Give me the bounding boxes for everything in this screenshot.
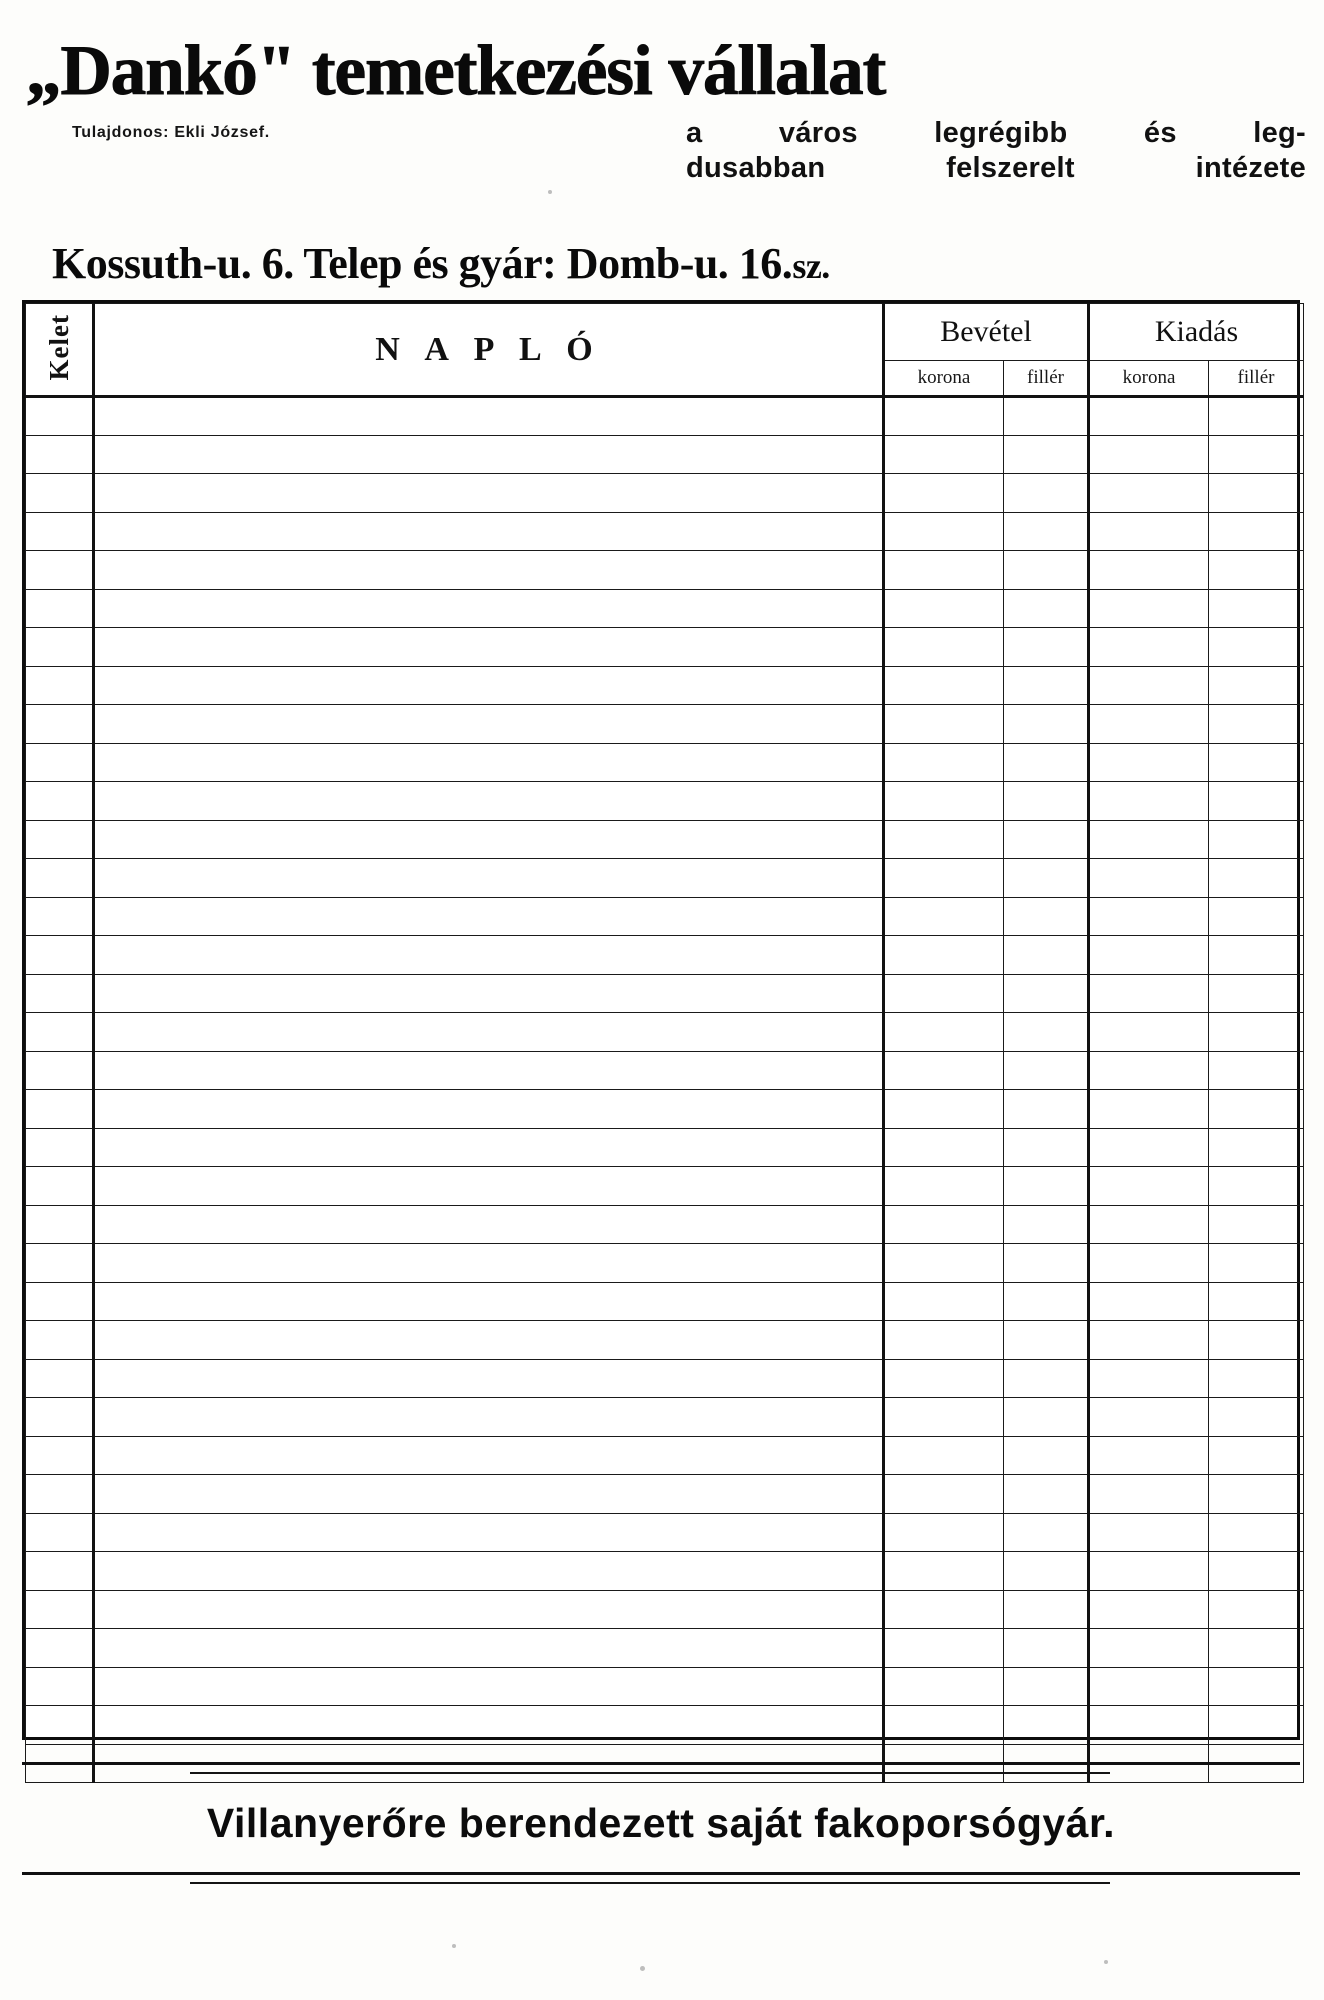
cell-naplo[interactable] [94,1667,884,1706]
table-row[interactable] [26,628,1304,667]
cell-bevetel-filler[interactable] [1004,1590,1089,1629]
cell-kiadas-korona[interactable] [1089,435,1209,474]
table-row[interactable] [26,512,1304,551]
cell-naplo[interactable] [94,1513,884,1552]
cell-kelet[interactable] [26,1128,94,1167]
column-header-kelet [26,304,94,397]
cell-naplo[interactable] [94,936,884,975]
cell-kelet[interactable] [26,551,94,590]
cell-bevetel-filler[interactable] [1004,974,1089,1013]
cell-kiadas-filler[interactable] [1209,1590,1304,1629]
cell-bevetel-filler[interactable] [1004,936,1089,975]
table-row[interactable] [26,666,1304,705]
cell-kiadas-filler[interactable] [1209,1436,1304,1475]
tagline-line-1: a város legrégibb és leg- [686,117,1306,149]
column-header-bevetel: Bevétel [884,304,1089,361]
cell-kelet[interactable] [26,397,94,436]
cell-bevetel-korona[interactable] [884,782,1004,821]
cell-kiadas-korona[interactable] [1089,1244,1209,1283]
cell-bevetel-filler[interactable] [1004,1167,1089,1206]
cell-kiadas-korona[interactable] [1089,1090,1209,1129]
cell-kiadas-korona[interactable] [1089,1667,1209,1706]
cell-bevetel-korona[interactable] [884,1051,1004,1090]
cell-bevetel-filler[interactable] [1004,1090,1089,1129]
cell-kelet[interactable] [26,1205,94,1244]
table-row[interactable] [26,1282,1304,1321]
cell-kiadas-korona[interactable] [1089,705,1209,744]
column-header-naplo: N A P L Ó [94,304,884,397]
cell-kiadas-filler[interactable] [1209,1513,1304,1552]
cell-bevetel-korona[interactable] [884,1706,1004,1745]
cell-kiadas-korona[interactable] [1089,936,1209,975]
cell-kelet[interactable] [26,1513,94,1552]
table-row[interactable] [26,859,1304,898]
cell-bevetel-filler[interactable] [1004,1629,1089,1668]
table-row[interactable] [26,1475,1304,1514]
cell-kiadas-korona[interactable] [1089,551,1209,590]
cell-bevetel-korona[interactable] [884,936,1004,975]
cell-naplo[interactable] [94,1398,884,1437]
cell-bevetel-korona[interactable] [884,743,1004,782]
cell-kelet[interactable] [26,974,94,1013]
column-header-kiadas-filler: fillér [1209,361,1304,397]
cell-bevetel-filler[interactable] [1004,1013,1089,1052]
table-row[interactable] [26,1667,1304,1706]
cell-bevetel-korona[interactable] [884,897,1004,936]
cell-kelet[interactable] [26,1167,94,1206]
cell-kiadas-korona[interactable] [1089,1128,1209,1167]
cell-bevetel-filler[interactable] [1004,1051,1089,1090]
cell-bevetel-korona[interactable] [884,589,1004,628]
cell-kelet[interactable] [26,1475,94,1514]
column-header-kelet-label: Kelet [43,313,74,381]
cell-kelet[interactable] [26,1706,94,1745]
column-header-kiadas: Kiadás [1089,304,1304,361]
cell-bevetel-filler[interactable] [1004,782,1089,821]
cell-kiadas-korona[interactable] [1089,512,1209,551]
cell-naplo[interactable] [94,1244,884,1283]
column-header-bevetel-filler: fillér [1004,361,1089,397]
cell-kiadas-korona[interactable] [1089,628,1209,667]
cell-kelet[interactable] [26,743,94,782]
cell-bevetel-korona[interactable] [884,974,1004,1013]
cell-kiadas-filler[interactable] [1209,474,1304,513]
cell-bevetel-korona[interactable] [884,1359,1004,1398]
cell-bevetel-filler[interactable] [1004,1436,1089,1475]
cell-kelet[interactable] [26,1090,94,1129]
table-body [26,397,1304,1783]
owner-line: Tulajdonos: Ekli József. [72,124,270,141]
cell-kiadas-filler[interactable] [1209,1090,1304,1129]
cell-kiadas-filler[interactable] [1209,1706,1304,1745]
paper-speck [640,1966,645,1971]
cell-naplo[interactable] [94,1629,884,1668]
cell-kiadas-korona[interactable] [1089,820,1209,859]
cell-kiadas-korona[interactable] [1089,1475,1209,1514]
cell-bevetel-filler[interactable] [1004,551,1089,590]
cell-bevetel-korona[interactable] [884,1590,1004,1629]
paper-speck [452,1944,456,1948]
cell-naplo[interactable] [94,859,884,898]
cell-kiadas-korona[interactable] [1089,1706,1209,1745]
cell-kiadas-filler[interactable] [1209,1282,1304,1321]
table-row[interactable] [26,1205,1304,1244]
cell-kiadas-korona[interactable] [1089,1013,1209,1052]
cell-kiadas-korona[interactable] [1089,1359,1209,1398]
cell-kiadas-korona[interactable] [1089,1205,1209,1244]
cell-kiadas-korona[interactable] [1089,397,1209,436]
table-row[interactable] [26,936,1304,975]
cell-bevetel-filler[interactable] [1004,897,1089,936]
cell-kelet[interactable] [26,936,94,975]
cell-kiadas-filler[interactable] [1209,1051,1304,1090]
cell-bevetel-korona[interactable] [884,1013,1004,1052]
cell-naplo[interactable] [94,1359,884,1398]
cell-kelet[interactable] [26,1436,94,1475]
cell-kiadas-filler[interactable] [1209,628,1304,667]
cell-kelet[interactable] [26,474,94,513]
cell-kelet[interactable] [26,782,94,821]
table-row[interactable] [26,1051,1304,1090]
address-line [52,238,1324,289]
cell-naplo[interactable] [94,1590,884,1629]
cell-bevetel-korona[interactable] [884,397,1004,436]
cell-bevetel-korona[interactable] [884,666,1004,705]
cell-kiadas-korona[interactable] [1089,1282,1209,1321]
cell-naplo[interactable] [94,743,884,782]
cell-naplo[interactable] [94,551,884,590]
cell-kiadas-filler[interactable] [1209,397,1304,436]
cell-bevetel-korona[interactable] [884,435,1004,474]
address-text: Kossuth-u. 6. Telep és gyár: Domb-u. 16. [52,239,793,288]
table-row[interactable] [26,1513,1304,1552]
cell-kiadas-korona[interactable] [1089,743,1209,782]
cell-naplo[interactable] [94,1475,884,1514]
table-row[interactable] [26,1321,1304,1360]
table-row[interactable] [26,589,1304,628]
cell-kiadas-korona[interactable] [1089,1552,1209,1591]
cell-kiadas-korona[interactable] [1089,589,1209,628]
cell-bevetel-korona[interactable] [884,705,1004,744]
cell-naplo[interactable] [94,1051,884,1090]
cell-kiadas-filler[interactable] [1209,1359,1304,1398]
page-title: „Dankó" temetkezési vállalat [26,32,886,110]
table-row[interactable] [26,1398,1304,1437]
cell-bevetel-korona[interactable] [884,1090,1004,1129]
table-row[interactable] [26,705,1304,744]
cell-bevetel-filler[interactable] [1004,1205,1089,1244]
cell-bevetel-filler[interactable] [1004,1667,1089,1706]
cell-bevetel-filler[interactable] [1004,397,1089,436]
table-row[interactable] [26,743,1304,782]
cell-kelet[interactable] [26,1590,94,1629]
cell-naplo[interactable] [94,628,884,667]
cell-kelet[interactable] [26,820,94,859]
cell-kiadas-filler[interactable] [1209,1244,1304,1283]
cell-kelet[interactable] [26,589,94,628]
cell-bevetel-filler[interactable] [1004,1552,1089,1591]
cell-naplo[interactable] [94,474,884,513]
cell-kiadas-filler[interactable] [1209,974,1304,1013]
cell-bevetel-korona[interactable] [884,1167,1004,1206]
cell-bevetel-korona[interactable] [884,859,1004,898]
cell-naplo[interactable] [94,1552,884,1591]
cell-kiadas-filler[interactable] [1209,782,1304,821]
cell-bevetel-korona[interactable] [884,551,1004,590]
cell-kelet[interactable] [26,666,94,705]
cell-naplo[interactable] [94,974,884,1013]
cell-naplo[interactable] [94,1321,884,1360]
cell-kelet[interactable] [26,1398,94,1437]
table-row[interactable] [26,820,1304,859]
tagline [686,116,1306,187]
table-row[interactable] [26,782,1304,821]
cell-naplo[interactable] [94,1436,884,1475]
cell-bevetel-korona[interactable] [884,1667,1004,1706]
table-row[interactable] [26,897,1304,936]
cell-naplo[interactable] [94,512,884,551]
cell-naplo[interactable] [94,1282,884,1321]
cell-bevetel-korona[interactable] [884,1321,1004,1360]
address-suffix: sz. [792,246,830,286]
column-header-bevetel-korona: korona [884,361,1004,397]
cell-naplo[interactable] [94,897,884,936]
cell-bevetel-filler[interactable] [1004,589,1089,628]
cell-kiadas-filler[interactable] [1209,1128,1304,1167]
cell-kiadas-filler[interactable] [1209,1629,1304,1668]
cell-kiadas-filler[interactable] [1209,743,1304,782]
table-row[interactable] [26,1590,1304,1629]
cell-kelet[interactable] [26,1321,94,1360]
cell-bevetel-filler[interactable] [1004,1244,1089,1283]
cell-kiadas-korona[interactable] [1089,474,1209,513]
cell-kiadas-filler[interactable] [1209,936,1304,975]
cell-kelet[interactable] [26,1667,94,1706]
cell-kiadas-filler[interactable] [1209,551,1304,590]
cell-bevetel-filler[interactable] [1004,1513,1089,1552]
cell-kiadas-korona[interactable] [1089,1513,1209,1552]
cell-kiadas-korona[interactable] [1089,1590,1209,1629]
cell-naplo[interactable] [94,1090,884,1129]
cell-naplo[interactable] [94,782,884,821]
cell-naplo[interactable] [94,589,884,628]
tagline-line-2: dusabban felszerelt intézete [686,152,1306,185]
cell-bevetel-filler[interactable] [1004,1128,1089,1167]
cell-kiadas-filler[interactable] [1209,435,1304,474]
cell-kiadas-filler[interactable] [1209,897,1304,936]
cell-kiadas-filler[interactable] [1209,1205,1304,1244]
cell-kiadas-filler[interactable] [1209,1552,1304,1591]
cell-naplo[interactable] [94,1013,884,1052]
cell-kiadas-korona[interactable] [1089,1629,1209,1668]
cell-kiadas-korona[interactable] [1089,1051,1209,1090]
footer-rule-top [22,1762,1300,1765]
cell-bevetel-filler[interactable] [1004,1398,1089,1437]
cell-kiadas-filler[interactable] [1209,1475,1304,1514]
footer-slogan: Villanyerőre berendezett saját fakoporsógyár. [206,1800,1116,1846]
cell-bevetel-filler[interactable] [1004,820,1089,859]
cell-bevetel-filler[interactable] [1004,512,1089,551]
cell-naplo[interactable] [94,1128,884,1167]
cell-kiadas-filler[interactable] [1209,1667,1304,1706]
cell-naplo[interactable] [94,1167,884,1206]
cell-bevetel-korona[interactable] [884,1475,1004,1514]
cell-kelet[interactable] [26,628,94,667]
cell-naplo[interactable] [94,666,884,705]
table-row[interactable] [26,1013,1304,1052]
cell-kelet[interactable] [26,1244,94,1283]
table-row[interactable] [26,397,1304,436]
cell-kiadas-filler[interactable] [1209,589,1304,628]
cell-bevetel-filler[interactable] [1004,743,1089,782]
cell-naplo[interactable] [94,1205,884,1244]
cell-bevetel-korona[interactable] [884,1552,1004,1591]
cell-kiadas-korona[interactable] [1089,859,1209,898]
table-row[interactable] [26,435,1304,474]
cell-kiadas-filler[interactable] [1209,666,1304,705]
cell-bevetel-filler[interactable] [1004,1706,1089,1745]
table-row[interactable] [26,474,1304,513]
paper-speck [548,190,552,194]
footer-rule-bottom [22,1872,1300,1875]
table-row[interactable] [26,1167,1304,1206]
cell-kiadas-korona[interactable] [1089,666,1209,705]
table-row[interactable] [26,1128,1304,1167]
cell-bevetel-filler[interactable] [1004,1282,1089,1321]
cell-kelet[interactable] [26,1051,94,1090]
ledger-table-container [22,300,1300,1740]
table-row[interactable] [26,1629,1304,1668]
cell-kiadas-korona[interactable] [1089,897,1209,936]
cell-bevetel-korona[interactable] [884,1513,1004,1552]
cell-bevetel-filler[interactable] [1004,666,1089,705]
cell-kiadas-filler[interactable] [1209,1167,1304,1206]
cell-kelet[interactable] [26,1552,94,1591]
cell-kelet[interactable] [26,1629,94,1668]
footer-rule-top-inner [190,1772,1110,1774]
table-header [26,304,1304,397]
cell-kiadas-filler[interactable] [1209,1398,1304,1437]
cell-bevetel-filler[interactable] [1004,1359,1089,1398]
cell-bevetel-filler[interactable] [1004,628,1089,667]
cell-kiadas-filler[interactable] [1209,705,1304,744]
cell-kiadas-korona[interactable] [1089,1167,1209,1206]
cell-bevetel-filler[interactable] [1004,1475,1089,1514]
paper-speck [1104,1960,1108,1964]
cell-bevetel-korona[interactable] [884,1436,1004,1475]
cell-kelet[interactable] [26,897,94,936]
cell-kiadas-korona[interactable] [1089,782,1209,821]
cell-bevetel-korona[interactable] [884,628,1004,667]
ledger-table [25,303,1304,1783]
cell-kiadas-filler[interactable] [1209,859,1304,898]
cell-kiadas-korona[interactable] [1089,1321,1209,1360]
cell-bevetel-korona[interactable] [884,512,1004,551]
table-row[interactable] [26,1090,1304,1129]
cell-kelet[interactable] [26,435,94,474]
cell-naplo[interactable] [94,1706,884,1745]
table-row[interactable] [26,551,1304,590]
cell-bevetel-filler[interactable] [1004,474,1089,513]
cell-kelet[interactable] [26,1013,94,1052]
cell-kiadas-filler[interactable] [1209,1321,1304,1360]
cell-naplo[interactable] [94,705,884,744]
table-row[interactable] [26,1436,1304,1475]
cell-bevetel-korona[interactable] [884,1205,1004,1244]
table-row[interactable] [26,1244,1304,1283]
cell-bevetel-korona[interactable] [884,1128,1004,1167]
cell-naplo[interactable] [94,820,884,859]
cell-bevetel-korona[interactable] [884,474,1004,513]
table-row[interactable] [26,1359,1304,1398]
cell-bevetel-korona[interactable] [884,1398,1004,1437]
cell-kelet[interactable] [26,1282,94,1321]
cell-bevetel-filler[interactable] [1004,705,1089,744]
cell-kiadas-filler[interactable] [1209,512,1304,551]
cell-kelet[interactable] [26,705,94,744]
cell-bevetel-filler[interactable] [1004,435,1089,474]
table-row[interactable] [26,974,1304,1013]
table-row[interactable] [26,1552,1304,1591]
table-row[interactable] [26,1706,1304,1745]
cell-bevetel-korona[interactable] [884,1282,1004,1321]
cell-kelet[interactable] [26,1359,94,1398]
column-header-kiadas-korona: korona [1089,361,1209,397]
footer-rule-bottom-inner [190,1882,1110,1884]
cell-bevetel-korona[interactable] [884,1244,1004,1283]
cell-kiadas-filler[interactable] [1209,820,1304,859]
cell-bevetel-filler[interactable] [1004,859,1089,898]
cell-naplo[interactable] [94,435,884,474]
cell-bevetel-korona[interactable] [884,820,1004,859]
header-row-group [26,304,1304,361]
cell-bevetel-korona[interactable] [884,1629,1004,1668]
cell-kiadas-korona[interactable] [1089,1436,1209,1475]
cell-bevetel-filler[interactable] [1004,1321,1089,1360]
cell-kiadas-korona[interactable] [1089,1398,1209,1437]
document-header [26,32,1306,288]
cell-kiadas-filler[interactable] [1209,1013,1304,1052]
cell-kelet[interactable] [26,512,94,551]
cell-kiadas-korona[interactable] [1089,974,1209,1013]
cell-naplo[interactable] [94,397,884,436]
cell-kelet[interactable] [26,859,94,898]
